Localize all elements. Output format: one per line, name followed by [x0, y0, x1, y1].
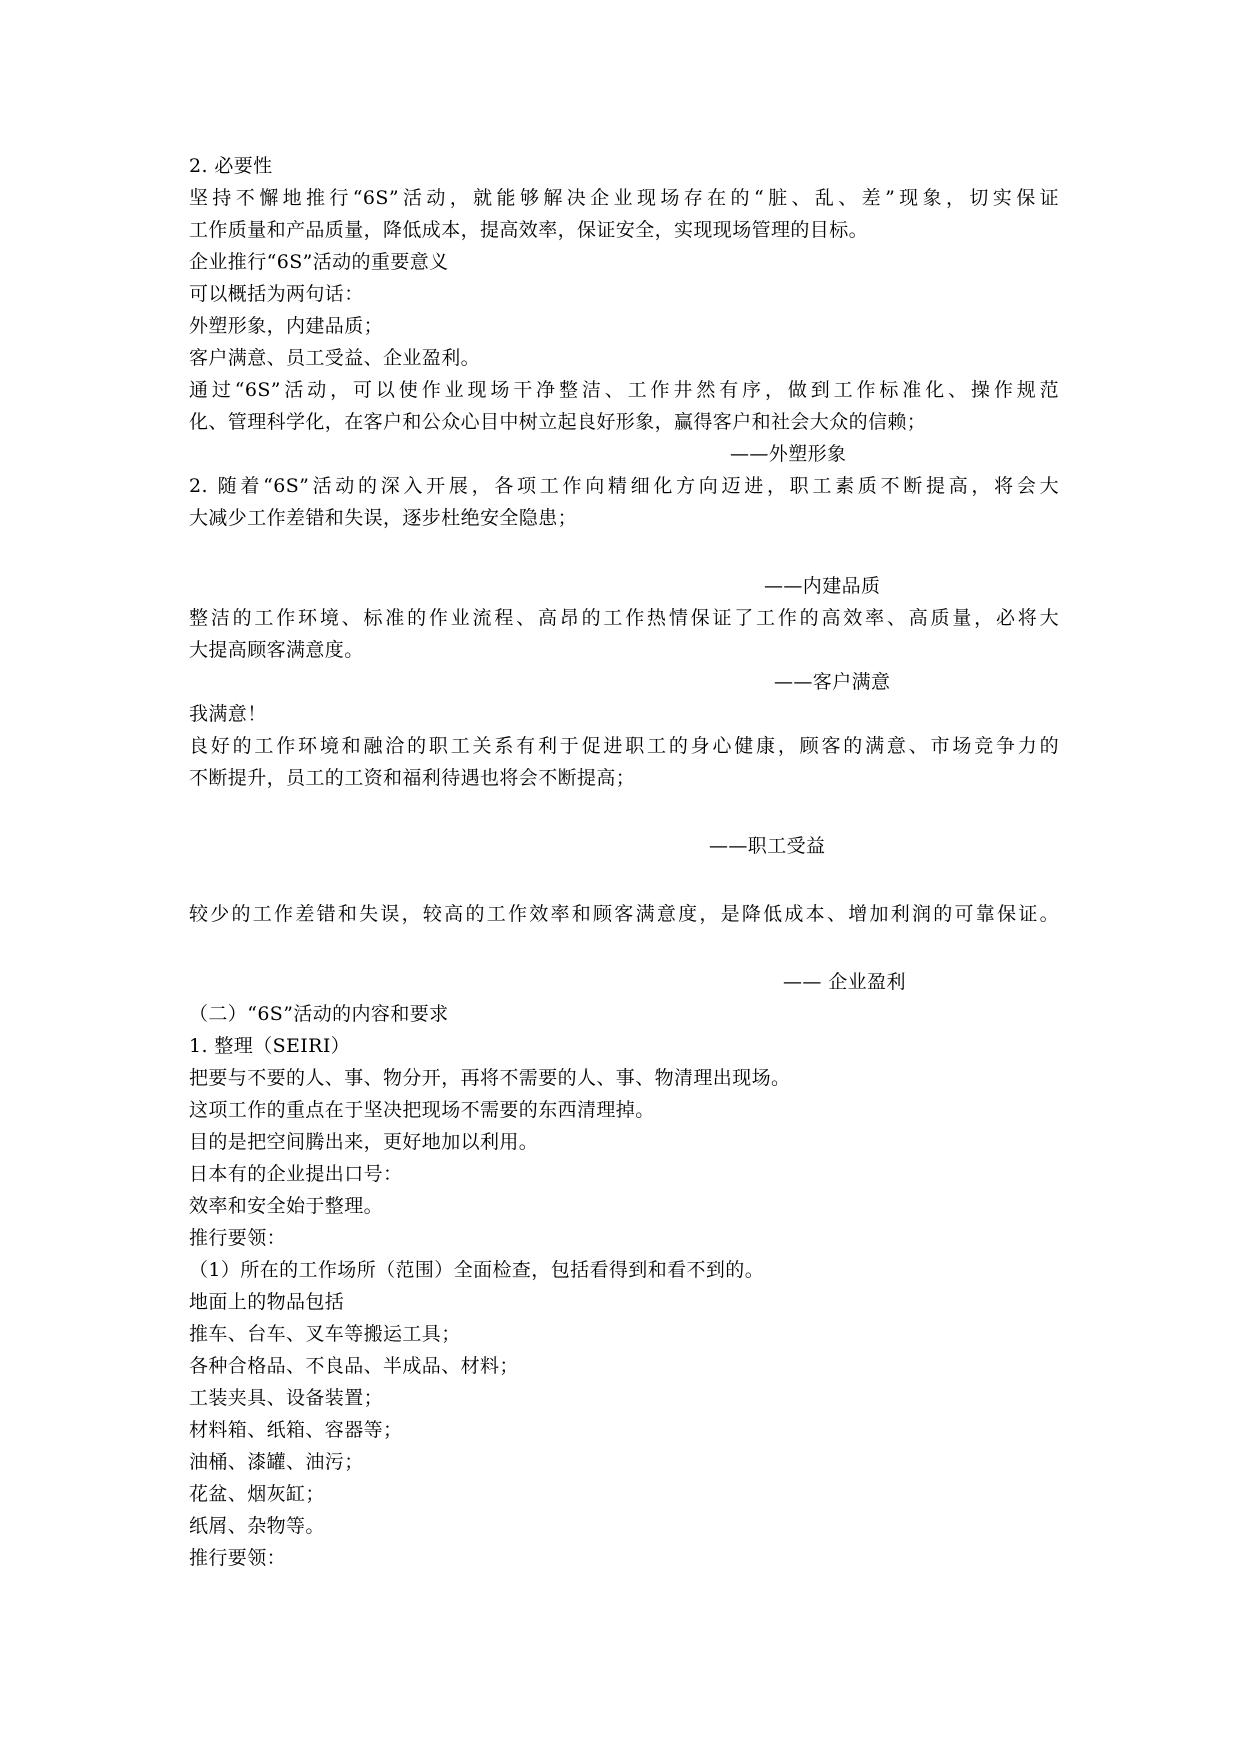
spacer: [189, 862, 1059, 898]
paragraph-line: 大提高顾客满意度。: [189, 639, 364, 661]
list-item: 工装夹具、设备装置；: [189, 1387, 384, 1409]
paragraph-line: 目的是把空间腾出来，更好地加以利用。: [189, 1131, 539, 1153]
list-item: 纸屑、杂物等。: [189, 1515, 325, 1537]
paragraph-line: 整洁的工作环境、标准的作业流程、高昂的工作热情保证了工作的高效率、高质量，必将大: [189, 607, 1059, 629]
paragraph-line: 2. 随着“6S”活动的深入开展，各项工作向精细化方向迈进，职工素质不断提高，将会大: [189, 475, 1059, 497]
section-heading: （二）“6S”活动的内容和要求: [189, 1003, 449, 1025]
paragraph-line: 日本有的企业提出口号：: [189, 1163, 403, 1185]
paragraph-line: 化、管理科学化，在客户和公众心目中树立起良好形象，赢得客户和社会大众的信赖；: [189, 411, 927, 433]
signature-text: —— 企业盈利: [783, 971, 906, 993]
list-item: 油桶、漆罐、油污；: [189, 1451, 364, 1473]
signature-line: [189, 570, 1059, 602]
section-heading: 2. 必要性: [189, 155, 273, 177]
signature-line: [189, 830, 1059, 862]
signature-line: [189, 438, 1059, 470]
list-item: 材料箱、纸箱、容器等；: [189, 1419, 403, 1441]
paragraph-line: 客户满意、员工受益、企业盈利。: [189, 347, 481, 369]
paragraph-line: 地面上的物品包括: [189, 1291, 345, 1313]
signature-text: ——内建品质: [764, 575, 881, 597]
signature-text: ——外塑形象: [730, 443, 847, 465]
signature-text: ——职工受益: [709, 835, 826, 857]
paragraph-line: 通过“6S”活动，可以使作业现场干净整洁、工作井然有序，做到工作标准化、操作规范: [189, 379, 1059, 401]
paragraph-line: 外塑形象，内建品质；: [189, 315, 384, 337]
list-item: 各种合格品、不良品、半成品、材料；: [189, 1355, 519, 1377]
paragraph-line: （1）所在的工作场所（范围）全面检查，包括看得到和看不到的。: [189, 1259, 765, 1281]
signature-line: [189, 966, 1059, 998]
paragraph-line: 工作质量和产品质量，降低成本，提高效率，保证安全，实现现场管理的目标。: [189, 219, 869, 241]
paragraph-line: 坚持不懈地推行“6S”活动，就能够解决企业现场存在的“脏、乱、差”现象，切实保证: [189, 187, 1059, 209]
paragraph-line: 把要与不要的人、事、物分开，再将不需要的人、事、物清理出现场。: [189, 1067, 791, 1089]
spacer: [189, 794, 1059, 830]
paragraph-line: 大减少工作差错和失误，逐步杜绝安全隐患；: [189, 507, 578, 529]
document-page: [189, 150, 1059, 1574]
paragraph-line: 推行要领：: [189, 1227, 287, 1249]
spacer: [189, 534, 1059, 570]
paragraph-line: 企业推行“6S”活动的重要意义: [189, 251, 449, 273]
paragraph-line: 较少的工作差错和失误，较高的工作效率和顾客满意度，是降低成本、增加利润的可靠保证。: [189, 903, 1059, 925]
signature-line: [189, 666, 1059, 698]
paragraph-line: 良好的工作环境和融洽的职工关系有利于促进职工的身心健康，顾客的满意、市场竞争力的: [189, 735, 1059, 757]
list-item: 推车、台车、叉车等搬运工具；: [189, 1323, 461, 1345]
signature-text: ——客户满意: [774, 671, 891, 693]
paragraph-line: 不断提升，员工的工资和福利待遇也将会不断提高；: [189, 767, 636, 789]
list-item: 花盆、烟灰缸；: [189, 1483, 325, 1505]
paragraph-line: 可以概括为两句话：: [189, 283, 364, 305]
subsection-heading: 1. 整理（SEIRI）: [189, 1035, 351, 1057]
paragraph-line: 这项工作的重点在于坚决把现场不需要的东西清理掉。: [189, 1099, 655, 1121]
paragraph-line: 推行要领：: [189, 1547, 287, 1569]
paragraph-line: 效率和安全始于整理。: [189, 1195, 384, 1217]
paragraph-line: 我满意！: [189, 703, 267, 725]
spacer: [189, 930, 1059, 966]
